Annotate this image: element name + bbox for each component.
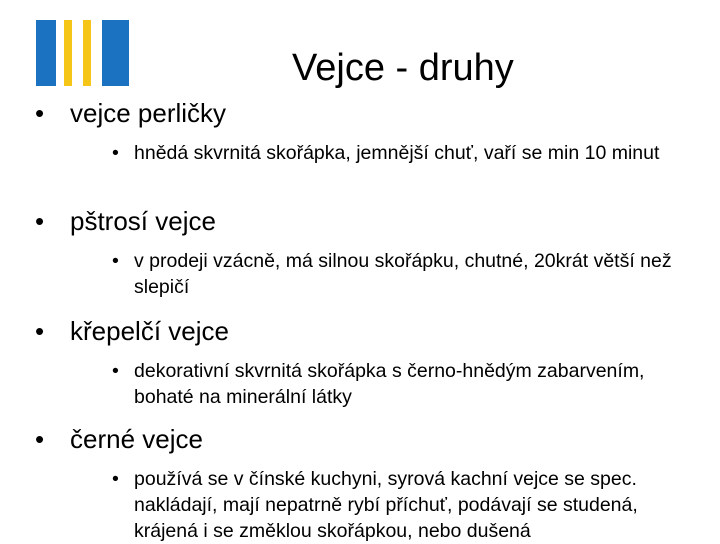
bullet-icon: • xyxy=(35,206,45,236)
bullet-heading: křepelčí vejce xyxy=(70,316,229,346)
bullet-icon: • xyxy=(112,142,119,164)
bullet-heading: černé vejce xyxy=(70,424,203,454)
sub-bullet-text: dekorativní skvrnitá skořápka s černo-hnědým zabarvením, bohaté na minerální látky xyxy=(134,360,645,408)
sub-bullet-item-1 xyxy=(112,140,682,166)
bullet-icon: • xyxy=(35,316,45,346)
sub-bullet-item-3 xyxy=(112,358,682,410)
sub-bullet-text: v prodeji vzácně, má silnou skořápku, chutné, 20krát větší než slepičí xyxy=(134,250,672,298)
bullet-heading: vejce perličky xyxy=(70,98,227,128)
bullet-icon: • xyxy=(112,250,119,272)
sub-bullet-text: používá se v čínské kuchyni, syrová kachní vejce se spec. nakládají, mají nepatrně rybí příchuť, podávají se studená, krájená i se změklou skořápkou, nebo dušená xyxy=(134,468,638,542)
bullet-icon: • xyxy=(35,424,45,454)
bullet-heading: pštrosí vejce xyxy=(70,206,216,236)
sub-bullet-item-4 xyxy=(112,466,682,544)
bullet-icon: • xyxy=(35,98,45,128)
bullet-icon: • xyxy=(112,468,119,490)
sub-bullet-text: hnědá skvrnitá skořápka, jemnější chuť, vaří se min 10 minut xyxy=(134,142,660,164)
bullet-icon: • xyxy=(112,360,119,382)
slide-title: Vejce - druhy xyxy=(292,47,514,89)
sub-bullet-item-2 xyxy=(112,248,682,300)
